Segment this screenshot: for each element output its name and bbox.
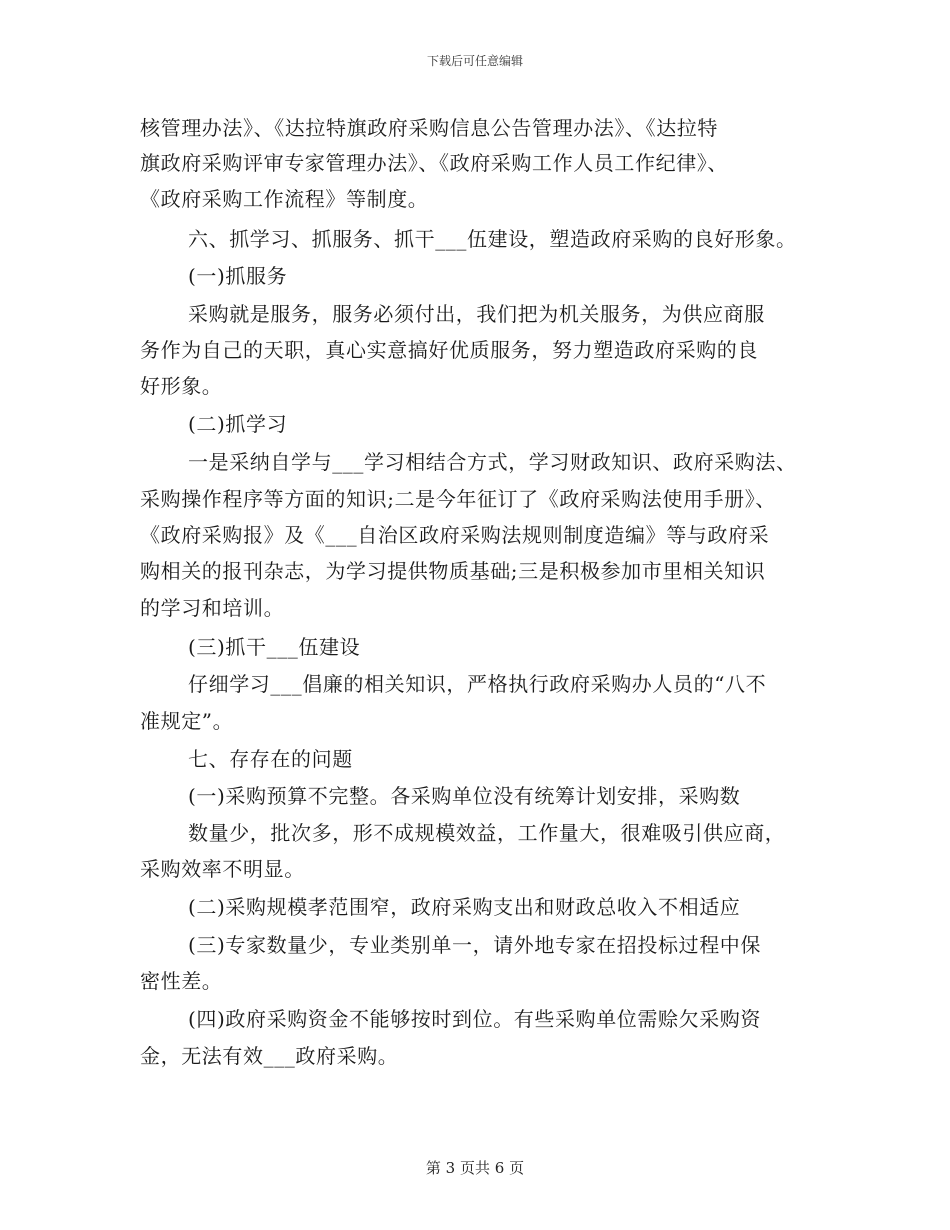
section-heading: 七、存存在的问题: [188, 747, 353, 771]
text-line: 采购操作程序等方面的知识;二是今年征订了《政府采购法使用手册》、: [140, 487, 776, 511]
text-line: 务作为自己的天职，真心实意搞好优质服务，努力塑造政府采购的良: [140, 338, 758, 362]
subsection-heading: (三)抓干___伍建设: [188, 635, 361, 659]
text-line: 准规定”。: [140, 709, 234, 733]
text-line: 一是采纳自学与___学习相结合方式，学习财政知识、政府采购法、: [188, 450, 797, 474]
text-line: 数量少，批次多，形不成规模效益，工作量大，很难吸引供应商，: [188, 821, 786, 845]
text-line: 仔细学习___倡廉的相关知识，严格执行政府采购办人员的“八不: [188, 672, 767, 696]
text-line: (三)专家数量少，专业类别单一，请外地专家在招投标过程中保: [188, 933, 762, 957]
text-line: 采购效率不明显。: [140, 857, 305, 881]
section-heading: 六、抓学习、抓服务、抓干___伍建设，塑造政府采购的良好形象。: [188, 227, 797, 251]
text-line: 核管理办法》、《达拉特旗政府采购信息公告管理办法》、《达拉特: [140, 116, 718, 140]
text-line: (一)采购预算不完整。各采购单位没有统筹计划安排，采购数: [188, 784, 741, 808]
page-footer: 第 3 页共 6 页: [425, 1159, 525, 1177]
text-line: 购相关的报刊杂志，为学习提供物质基础;三是积极参加市里相关知识: [140, 559, 766, 583]
text-line: 密性差。: [140, 969, 223, 993]
text-line: 采购就是服务，服务必须付出，我们把为机关服务，为供应商服: [188, 302, 765, 326]
page-header: 下载后可任意编辑: [426, 54, 523, 68]
text-line: (二)采购规模孝范围窄，政府采购支出和财政总收入不相适应: [188, 895, 741, 919]
text-line: 《政府采购报》及《___自治区政府采购法规则制度造编》等与政府采: [140, 523, 770, 547]
text-line: 的学习和培训。: [140, 596, 285, 620]
text-line: 金，无法有效___政府采购。: [140, 1044, 399, 1068]
subsection-heading: (一)抓服务: [188, 264, 288, 288]
text-line: 《政府采购工作流程》等制度。: [140, 187, 429, 211]
text-line: 旗政府采购评审专家管理办法》、《政府采购工作人员工作纪律》、: [140, 151, 728, 175]
text-line: 好形象。: [140, 374, 223, 398]
text-line: (四)政府采购资金不能够按时到位。有些采购单位需赊欠采购资: [188, 1007, 762, 1031]
subsection-heading: (二)抓学习: [188, 412, 288, 436]
